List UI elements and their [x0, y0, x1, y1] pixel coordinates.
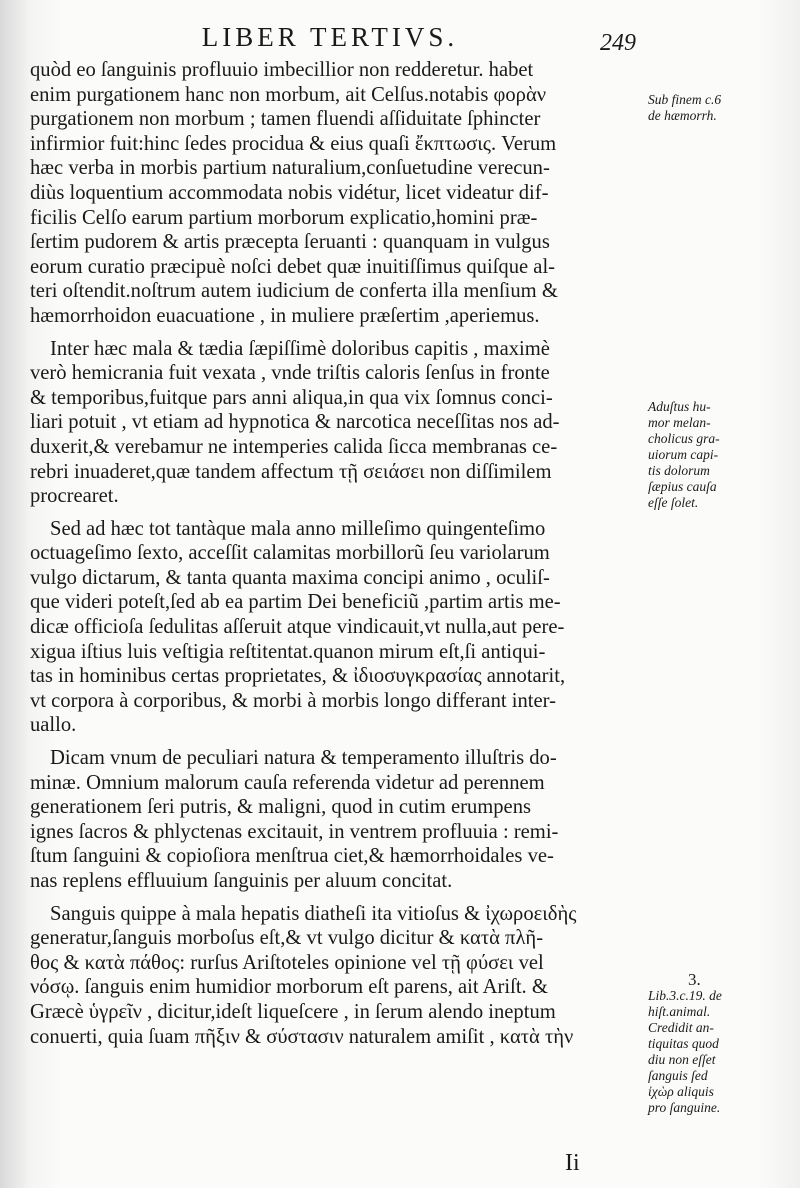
- text-line: xigua iſtius luis veſtigia reſtitentat.quanon mirum eſt,ſi antiqui-: [30, 640, 546, 663]
- text-line: conuerti, quia ſuam πῆξιν & σύστασιν naturalem amiſit , κατὰ τὴν: [30, 1025, 574, 1048]
- text-line: eorum curatio præcipuè noſci debet quæ inuitiſſimus quiſque al-: [30, 255, 556, 278]
- text-line: generatur,ſanguis morboſus eſt,& vt vulgo dicitur & κατὰ πλῆ-: [30, 927, 544, 950]
- paragraph-gap: [30, 329, 650, 337]
- text-line: dicæ officioſa ſedulitas aſſeruit atque vindicauit,vt nulla,aut pere-: [30, 616, 565, 639]
- text-line: ſertim pudorem & artis præcepta ſeruanti : quanquam in vulgus: [30, 231, 550, 254]
- text-line: minæ. Omnium malorum cauſa referenda videtur ad perennem: [30, 771, 545, 794]
- text-line: rebri inuaderet,quæ tandem affectum τῇ σειάσει non diſſimilem: [30, 460, 552, 483]
- text-line: Sanguis quippe à mala hepatis diatheſi ita vitioſus & ἰχωροειδὴς: [50, 902, 577, 925]
- text-line: ſtum ſanguini & copioſiora menſtrua ciet,& hæmorrhoidales ve-: [30, 845, 554, 868]
- text-line: procrearet.: [30, 485, 119, 508]
- text-line: liari potuit , vt etiam ad hypnotica & narcotica neceſſitas nos ad-: [30, 411, 560, 434]
- margin-note-3: [648, 972, 796, 1116]
- margin-note-line: tiquitas quod: [648, 1036, 719, 1051]
- page-number: 249: [600, 30, 636, 56]
- margin-note-line: ſanguis ſed: [648, 1068, 708, 1083]
- text-line: ignes ſacros & phlyctenas excitauit, in ventrem profluuia : remi-: [30, 820, 559, 843]
- text-line: νόσῳ. ſanguis enim humidior morborum eſt parens, ait Ariſt. &: [30, 976, 548, 999]
- text-line: hæc verba in morbis partium naturalium,conſuetudine verecun-: [30, 157, 550, 180]
- running-head: LIBER TERTIVS.: [201, 22, 459, 52]
- text-line: que videri poteſt,ſed ab ea partim Dei beneficiũ ,partim artis me-: [30, 591, 561, 614]
- paragraph-1: [30, 58, 650, 329]
- margin-note-line: mor melan-: [648, 415, 711, 430]
- margin-note-line: Lib.3.c.19. de: [648, 988, 722, 1003]
- text-line: infirmior fuit:hinc ſedes procidua & eius quaſi ἔκπτωσις. Verum: [30, 132, 557, 155]
- paragraph-gap: [30, 894, 650, 902]
- signature-mark: Ii: [565, 1150, 580, 1176]
- margin-note-line: cholicus gra-: [648, 431, 720, 446]
- text-line: vulgo dictarum, & tanta quanta maxima concipi animo , oculiſ-: [30, 566, 550, 589]
- text-line: purgationem non morbum ; tamen fluendi aſſiduitate ſphincter: [30, 108, 541, 131]
- margin-note-line: uiorum capi-: [648, 447, 719, 462]
- text-line: Sed ad hæc tot tantàque mala anno milleſimo quingenteſimo: [50, 517, 546, 540]
- margin-note-line: diu non eſſet: [648, 1052, 716, 1067]
- text-line: vt corpora à corporibus, & morbi à morbis longo differant inter-: [30, 689, 556, 712]
- margin-note-line: Credidit an-: [648, 1020, 714, 1035]
- margin-note-line: Sub finem c.6: [648, 92, 722, 107]
- text-line: duxerit,& verebamur ne intemperies calida ſicca membranas ce-: [30, 435, 558, 458]
- text-line: uallo.: [30, 714, 77, 737]
- main-text-block: [30, 58, 650, 1049]
- text-line: Dicam vnum de peculiari natura & temperamento illuſtris do-: [50, 747, 557, 770]
- margin-note-line: tis dolorum: [648, 463, 710, 478]
- paragraph-5: [30, 902, 650, 1050]
- text-line: θος & κατὰ πάθος: rurſus Ariſtoteles opinione vel τῇ φύσει vel: [30, 951, 544, 974]
- margin-note-line: de hæmorrh.: [648, 108, 717, 123]
- text-line: octuageſimo ſexto, acceſſit calamitas morbillorũ ſeu variolarum: [30, 542, 550, 565]
- text-line: diùs loquentium accommodata nobis vidétur, licet videatur dif-: [30, 181, 549, 204]
- margin-note-line: hiſt.animal.: [648, 1004, 711, 1019]
- text-line: nas replens effluuium ſanguinis per aluum concitat.: [30, 870, 453, 892]
- margin-note-2: [648, 399, 796, 511]
- text-line: quòd eo ſanguinis profluuio imbecillior non redderetur. habet: [30, 59, 534, 81]
- margin-note-number: 3.: [688, 970, 701, 989]
- margin-note-line: ἰχὼρ aliquis: [648, 1084, 714, 1099]
- text-line: tas in hominibus certas proprietates, & ἰδιοσυγκρασίας annotarit,: [30, 665, 566, 688]
- text-line: generationem ſeri putris, & maligni, quod in cutim erumpens: [30, 796, 532, 819]
- paragraph-3: [30, 517, 650, 738]
- text-line: & temporibus,fuitque pars anni aliqua,in qua vix ſomnus conci-: [30, 386, 553, 409]
- margin-note-line: eſſe ſolet.: [648, 495, 699, 510]
- paragraph-gap: [30, 509, 650, 517]
- margin-note-line: ſæpius cauſa: [648, 479, 717, 494]
- margin-note-line: Aduſtus hu-: [648, 399, 711, 414]
- margin-note-1: [648, 92, 796, 124]
- text-line: enim purgationem hanc non morbum, ait Celſus.notabis φορὰν: [30, 83, 547, 106]
- text-line: verò hemicrania fuit vexata , vnde triſtis caloris ſenſus in fronte: [30, 362, 550, 385]
- text-line: hæmorrhoidon euacuatione , in muliere præſertim ,aperiemus.: [30, 304, 540, 327]
- text-line: Græcè ὑγρεῖν , dicitur,ideſt liqueſcere , in ſerum alendo ineptum: [30, 1000, 556, 1023]
- text-line: ficilis Celſo earum partium morborum explicatio,homini præ-: [30, 206, 538, 229]
- paragraph-2: [30, 337, 650, 509]
- paragraph-gap: [30, 738, 650, 746]
- text-line: Inter hæc mala & tædia ſæpiſſimè doloribus capitis , maximè: [50, 337, 550, 360]
- margin-note-line: pro ſanguine.: [648, 1100, 721, 1115]
- paragraph-4: [30, 746, 650, 894]
- text-line: teri oſtendit.noſtrum autem iudicium de conferta illa menſium &: [30, 280, 558, 303]
